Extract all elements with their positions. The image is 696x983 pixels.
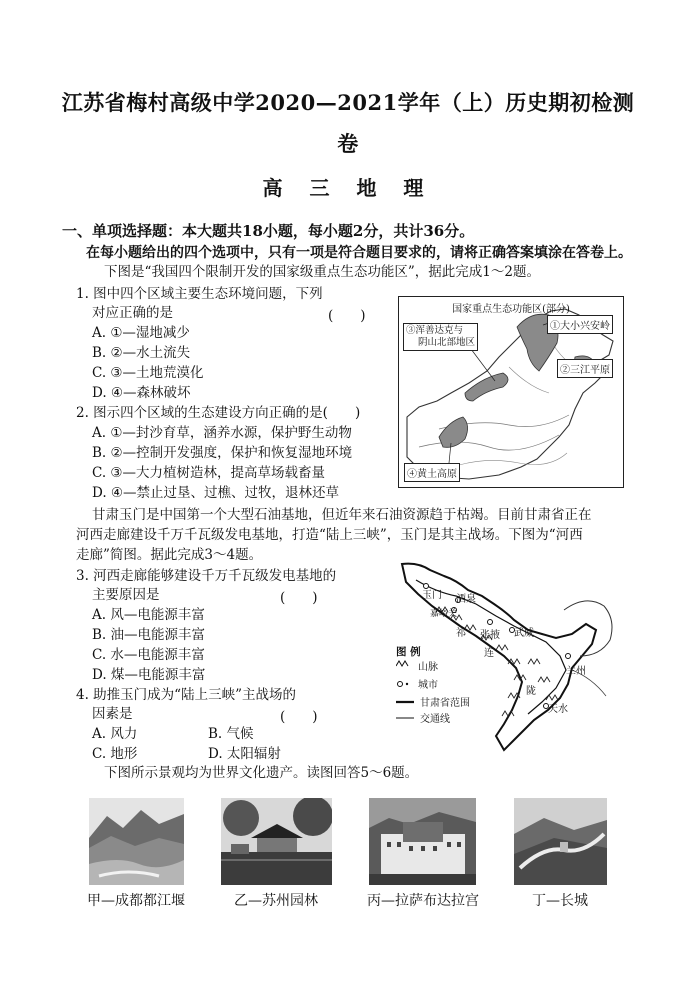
zone-3-label-line1: ③浑善达克与 bbox=[406, 325, 464, 336]
legend-title: 图 例 bbox=[396, 646, 421, 658]
q1-option-d: D. ④—森林破坏 bbox=[92, 385, 191, 401]
exam-title: 江苏省梅村高级中学2020—2021学年（上）历史期初检测 bbox=[61, 90, 635, 115]
legend-mountain-label: 山脉 bbox=[418, 662, 438, 673]
q1-option-c: C. ③—土地荒漠化 bbox=[92, 365, 204, 381]
passage-line3: 走廊”简图。据此完成3～4题。 bbox=[76, 547, 263, 563]
legend-mountain-symbol bbox=[396, 661, 408, 666]
legend-city-symbol bbox=[398, 682, 403, 687]
exam-title-continued: 卷 bbox=[337, 131, 359, 156]
city-jiuquan: 酒泉 bbox=[456, 594, 476, 605]
zone-3-label bbox=[403, 323, 478, 351]
q3-option-b: B. 油—电能源丰富 bbox=[92, 627, 206, 643]
section-instruction: 在每小题给出的四个选项中，只有一项是符合题目要求的，请将正确答案填涂在答卷上。 bbox=[86, 245, 632, 261]
zone-3-label-line2: 阴山北部地区 bbox=[418, 337, 476, 348]
city-yumen: 玉门 bbox=[422, 590, 442, 601]
q2-option-b: B. ②—控制开发强度，保护和恢复湿地环境 bbox=[92, 445, 353, 461]
ecological-zones-map bbox=[398, 296, 624, 488]
caption-great-wall: 丁—长城 bbox=[532, 893, 588, 909]
zone-2-label: ②三江平原 bbox=[557, 359, 613, 378]
q3-stem-line2: 主要原因是 bbox=[92, 587, 160, 603]
legend-city-dot bbox=[406, 683, 408, 685]
q1-option-b: B. ②—水土流失 bbox=[92, 345, 191, 361]
zone-3-shape bbox=[465, 373, 508, 401]
zone-4-label: ④黄土高原 bbox=[404, 463, 460, 482]
q4-option-b: B. 气候 bbox=[208, 726, 254, 742]
city-lanzhou: 兰州 bbox=[566, 666, 586, 677]
q4-option-d: D. 太阳辐射 bbox=[208, 746, 281, 762]
q1-stem-line1: 1. 图中四个区域主要生态环境问题，下列 bbox=[76, 286, 323, 302]
legend-city-label: 城市 bbox=[418, 680, 438, 691]
q1-answer-bracket: ( ) bbox=[328, 308, 366, 324]
caption-suzhou-garden: 乙—苏州园林 bbox=[234, 893, 318, 909]
photo-potala-palace bbox=[369, 798, 476, 885]
q2-option-d: D. ④—禁止过垦、过樵、过牧，退林还草 bbox=[92, 485, 340, 501]
mountain-label-lian: 连 bbox=[484, 648, 494, 659]
q4-stem-line2: 因素是 bbox=[92, 706, 133, 722]
q1-2-intro: 下图是“我国四个限制开发的国家级重点生态功能区”，据此完成1～2题。 bbox=[104, 264, 540, 280]
q3-answer-bracket: ( ) bbox=[280, 590, 318, 606]
q3-option-c: C. 水—电能源丰富 bbox=[92, 647, 205, 663]
q1-option-a: A. ①—湿地减少 bbox=[92, 325, 190, 341]
q4-answer-bracket: ( ) bbox=[280, 709, 318, 725]
q3-option-d: D. 煤—电能源丰富 bbox=[92, 667, 206, 683]
photo-great-wall bbox=[514, 798, 607, 885]
section-heading: 一、单项选择题：本大题共18小题，每小题2分，共计36分。 bbox=[62, 222, 475, 240]
q5-6-intro: 下图所示景观均为世界文化遗产。读图回答5～6题。 bbox=[104, 765, 419, 781]
q2-option-c: C. ③—大力植树造林，提高草场载畜量 bbox=[92, 465, 326, 481]
city-zhangye: 张掖 bbox=[480, 630, 500, 641]
caption-dujiangyan: 甲—成都都江堰 bbox=[87, 893, 185, 909]
photo-suzhou-garden bbox=[221, 798, 332, 885]
passage-line1: 甘肃玉门是中国第一个大型石油基地，但近年来石油资源趋于枯竭。目前甘肃省正在 bbox=[92, 507, 592, 523]
zone-4-shape bbox=[439, 417, 468, 447]
city-wuwei: 武威 bbox=[514, 628, 534, 639]
hexi-corridor-map bbox=[396, 560, 622, 756]
zone-1-label: ①大小兴安岭 bbox=[547, 315, 613, 334]
mountain-label-long: 陇 bbox=[526, 686, 536, 697]
q3-option-a: A. 风—电能源丰富 bbox=[92, 607, 205, 623]
passage-line2: 河西走廊建设千万千瓦级发电基地，打造“陆上三峡”，玉门是其主战场。下图为“河西 bbox=[76, 527, 583, 543]
mountain-label-qi: 祁 bbox=[456, 628, 466, 639]
legend-road-label: 交通线 bbox=[420, 714, 450, 725]
q2-option-a: A. ①—封沙育草，涵养水源，保护野生动物 bbox=[92, 425, 352, 441]
caption-potala-palace: 丙—拉萨布达拉宫 bbox=[367, 893, 479, 909]
map-title: 国家重点生态功能区(部分) bbox=[452, 304, 570, 315]
city-markers bbox=[424, 584, 571, 709]
q4-stem-line1: 4. 助推玉门成为“陆上三峡”主战场的 bbox=[76, 687, 296, 703]
subject-title: 高 三 地 理 bbox=[262, 176, 434, 200]
q4-option-a: A. 风力 bbox=[92, 726, 138, 742]
city-tianshui: 天水 bbox=[548, 704, 568, 715]
q2-stem: 2. 图示四个区域的生态建设方向正确的是( ) bbox=[76, 405, 361, 421]
city-jiayuguan: 嘉峪关 bbox=[430, 609, 458, 619]
legend-border-label: 甘肃省范围 bbox=[420, 698, 470, 709]
q4-option-c: C. 地形 bbox=[92, 746, 138, 762]
q1-stem-line2: 对应正确的是 bbox=[92, 305, 173, 321]
photo-dujiangyan bbox=[89, 798, 184, 885]
q3-stem-line1: 3. 河西走廊能够建设千万千瓦级发电基地的 bbox=[76, 568, 337, 584]
